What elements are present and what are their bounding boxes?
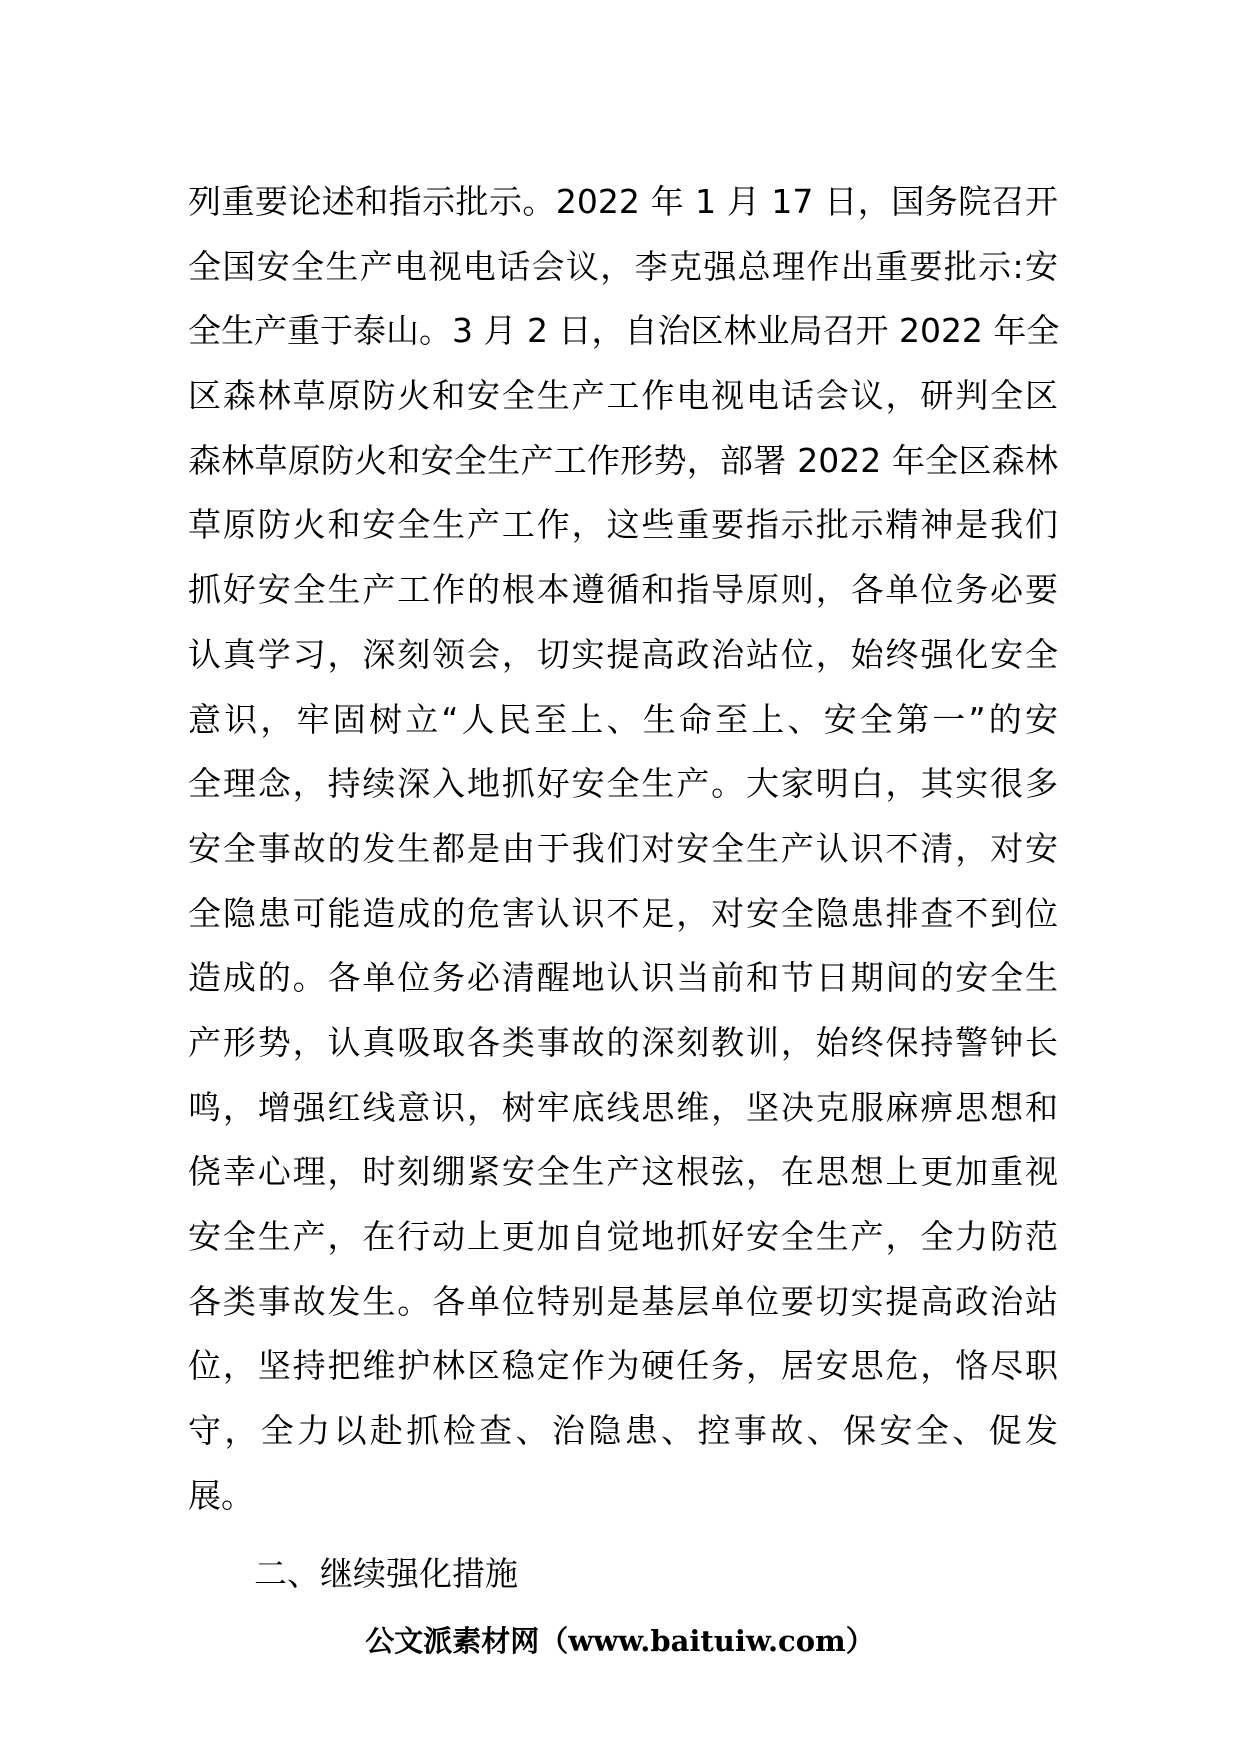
paragraph-line-7: 抓好安全生产工作的根本遵循和指导原则，各单位务必要 bbox=[188, 570, 1058, 610]
paragraph-line-4: 区森林草原防火和安全生产工作电视电话会议，研判全区 bbox=[188, 376, 1058, 416]
paragraph-line-5: 森林草原防火和安全生产工作形势，部署 2022 年全区森林 bbox=[188, 440, 1058, 480]
paragraph-line-20: 守，全力以赴抓检查、治隐患、控事故、保安全、促发 bbox=[188, 1411, 1058, 1451]
paragraph-line-6: 草原防火和安全生产工作，这些重要指示批示精神是我们 bbox=[188, 505, 1058, 545]
paragraph-line-1: 列重要论述和指示批示。2022 年 1 月 17 日，国务院召开 bbox=[188, 182, 1058, 221]
paragraph-line-13: 造成的。各单位务必清醒地认识当前和节日期间的安全生 bbox=[188, 958, 1058, 998]
footer-source: 公文派素材网（www.baituiw.com） bbox=[365, 1624, 875, 1658]
paragraph-line-18: 各类事故发生。各单位特别是基层单位要切实提高政治站 bbox=[188, 1281, 1058, 1321]
paragraph-line-17: 安全生产，在行动上更加自觉地抓好安全生产，全力防范 bbox=[188, 1217, 1058, 1256]
paragraph-line-10: 全理念，持续深入地抓好安全生产。大家明白，其实很多 bbox=[188, 764, 1058, 804]
paragraph-line-12: 全隐患可能造成的危害认识不足，对安全隐患排查不到位 bbox=[188, 893, 1058, 933]
paragraph-line-19: 位，坚持把维护林区稳定作为硬任务，居安思危，恪尽职 bbox=[188, 1346, 1058, 1386]
paragraph-line-11: 安全事故的发生都是由于我们对安全生产认识不清，对安 bbox=[188, 828, 1058, 868]
paragraph-line-14: 产形势，认真吸取各类事故的深刻教训，始终保持警钟长 bbox=[188, 1022, 1058, 1062]
section-heading: 二、继续强化措施 bbox=[254, 1554, 518, 1593]
paragraph-line-15: 鸣，增强红线意识，树牢底线思维，坚决克服麻痹思想和 bbox=[188, 1087, 1058, 1127]
paragraph-line-8: 认真学习，深刻领会，切实提高政治站位，始终强化安全 bbox=[188, 634, 1058, 674]
paragraph-line-3: 全生产重于泰山。3 月 2 日，自治区林业局召开 2022 年全 bbox=[188, 311, 1060, 351]
body-paragraph bbox=[188, 170, 1058, 1528]
paragraph-line-21: 展。 bbox=[188, 1475, 254, 1515]
paragraph-line-9: 意识，牢固树立“人民至上、生命至上、安全第一”的安 bbox=[188, 699, 1058, 739]
paragraph-line-16: 侥幸心理，时刻绷紧安全生产这根弦，在思想上更加重视 bbox=[188, 1152, 1058, 1192]
paragraph-line-2: 全国安全生产电视电话会议，李克强总理作出重要批示:安 bbox=[188, 246, 1058, 286]
